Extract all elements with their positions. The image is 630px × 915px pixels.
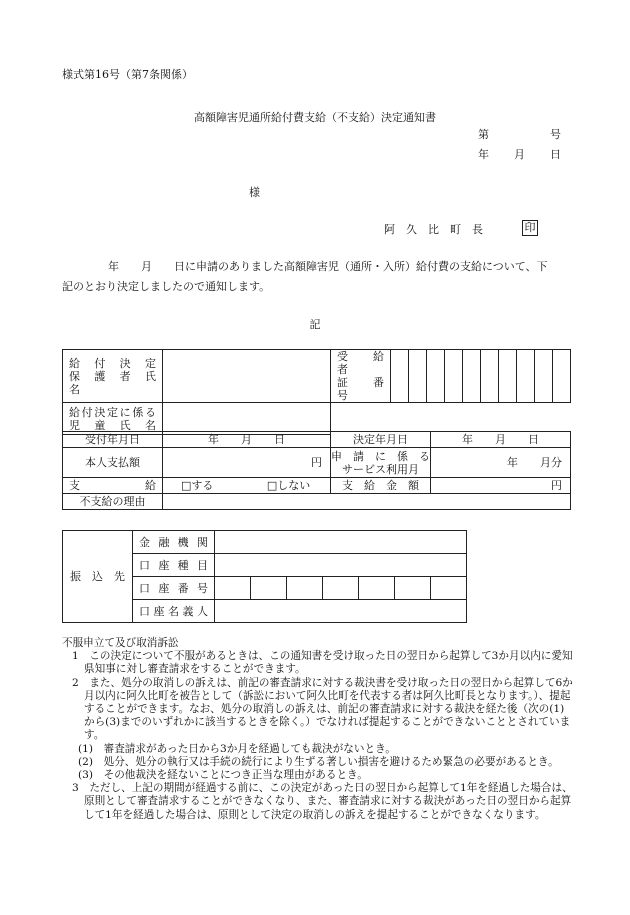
decision-date-label: 決定年月日 bbox=[331, 432, 431, 448]
reason-field[interactable] bbox=[163, 494, 571, 510]
recipient-digit-cell[interactable] bbox=[499, 350, 517, 403]
notes-item-1: 1 この決定について不服があるときは、この通知書を受け取った日の翌日から起算して3か月以内に愛知県知事に対し審査請求をすることができます。 bbox=[72, 650, 573, 676]
intro-line-1: 年 月 日に申請のありました高額障害児（通所・入所）給付費の支給について、下 bbox=[108, 260, 548, 273]
account-digit-cell[interactable] bbox=[395, 577, 431, 600]
addressee-suffix: 様 bbox=[249, 186, 260, 199]
guardian-label-line2: 保 護 者 氏 名 bbox=[69, 369, 167, 396]
child-label-line2: 児 童 氏 名 bbox=[69, 418, 156, 432]
recipient-table bbox=[62, 349, 571, 435]
form-number: 様式第16号（第7条関係） bbox=[62, 68, 193, 81]
child-label-line1: 給付決定に係る bbox=[69, 405, 156, 419]
payment-unit[interactable]: 円 bbox=[163, 448, 331, 478]
decision-date-value[interactable]: 年 月 日 bbox=[431, 432, 571, 448]
account-digit-cell[interactable] bbox=[287, 577, 323, 600]
account-number-label: 口座番号 bbox=[133, 577, 215, 600]
recipient-digit-cell[interactable] bbox=[409, 350, 427, 403]
empty-area bbox=[331, 403, 571, 435]
sender-name: 阿 久 比 町 長 bbox=[384, 223, 483, 236]
recipient-label-line2: 証 番 号 bbox=[337, 376, 395, 402]
child-name-label bbox=[63, 403, 163, 435]
account-digit-cell[interactable] bbox=[323, 577, 359, 600]
notes-item-3: 3 ただし、上記の期間が経過する前に、この決定があった日の翌日から起算して1年を経過した場合は、原則として審査請求することができなくなり、また、審査請求に対する裁決があった日の翌日から起算して1年を経過した場合は、原則として決定の取消しの訴えを提起することができなくなります。 bbox=[72, 782, 573, 821]
recipient-digit-cell[interactable] bbox=[517, 350, 535, 403]
notes-sub-3: (3) その他裁決を経ないことにつき正当な理由があるとき。 bbox=[78, 769, 368, 782]
guardian-name-field[interactable] bbox=[163, 350, 331, 403]
account-holder-label: 口座名義人 bbox=[133, 600, 215, 623]
transfer-label: 振 込 先 bbox=[63, 531, 133, 623]
service-month-value[interactable]: 年 月分 bbox=[431, 448, 571, 478]
recipient-digit-cell[interactable] bbox=[553, 350, 571, 403]
account-digit-cell[interactable] bbox=[431, 577, 467, 600]
notes-item-2: 2 また、処分の取消しの訴えは、前記の審査請求に対する裁決書を受け取った日の翌日から起算して6か月以内に阿久比町を被告として（訴訟において阿久比町を代表する者は阿久比町長となります。）、提起することができます。なお、処分の取消しの訴えは、前記の審査請求に対する裁決を経た後（次の(1)から(3)までのいずれかに該当するときを除く。）でなければ提起することができないこととされています。 bbox=[72, 676, 573, 742]
recipient-digit-cell[interactable] bbox=[481, 350, 499, 403]
document-title: 高額障害児通所給付費支給（不支給）決定通知書 bbox=[194, 111, 436, 124]
account-digit-cell[interactable] bbox=[251, 577, 287, 600]
account-holder-field[interactable] bbox=[215, 600, 467, 623]
amount-label: 支 給 金 額 bbox=[331, 478, 431, 494]
ki-heading: 記 bbox=[309, 318, 321, 331]
grant-options bbox=[163, 478, 331, 494]
account-digit-cell[interactable] bbox=[359, 577, 395, 600]
service-month-label-line2: サービス利用月 bbox=[342, 462, 419, 476]
notes-heading: 不服申立て及び取消訴訟 bbox=[62, 637, 179, 649]
account-type-field[interactable] bbox=[215, 554, 467, 577]
grant-label: 支 給 bbox=[63, 478, 163, 494]
receipt-date-label: 受付年月日 bbox=[63, 432, 163, 448]
seal-mark: 印 bbox=[522, 220, 538, 236]
guardian-name-label bbox=[63, 350, 167, 403]
recipient-number-label bbox=[331, 350, 395, 403]
bank-field[interactable] bbox=[215, 531, 467, 554]
amount-unit[interactable]: 円 bbox=[431, 478, 571, 494]
service-month-label-line1: 申 請 に 係 る bbox=[331, 449, 430, 463]
intro-line-2: 記のとおり決定しましたので通知します。 bbox=[62, 280, 271, 293]
recipient-digit-cell[interactable] bbox=[463, 350, 481, 403]
bank-label: 金融機関 bbox=[133, 531, 215, 554]
issue-date: 年 月 日 bbox=[478, 148, 562, 161]
appeal-notes bbox=[62, 637, 574, 822]
notes-sub-2: (2) 処分、処分の執行又は手続の続行により生ずる著しい損害を避けるため緊急の必要があるとき。 bbox=[78, 755, 559, 768]
account-type-label: 口座種目 bbox=[133, 554, 215, 577]
seal bbox=[522, 220, 538, 236]
transfer-table bbox=[62, 530, 467, 623]
recipient-label-line1: 受 給 者 bbox=[337, 350, 395, 376]
reason-label: 不支給の理由 bbox=[63, 494, 163, 510]
receipt-date-value[interactable]: 年 月 日 bbox=[163, 432, 331, 448]
recipient-digit-cell[interactable] bbox=[427, 350, 445, 403]
grant-yes-checkbox[interactable]: □する bbox=[181, 479, 214, 492]
decision-table bbox=[62, 431, 571, 510]
account-digit-cell[interactable] bbox=[215, 577, 251, 600]
notes-sub-1: (1) 審査請求があった日から3か月を経過しても裁決がないとき。 bbox=[78, 742, 396, 755]
recipient-digit-cell[interactable] bbox=[445, 350, 463, 403]
child-name-field[interactable] bbox=[163, 403, 331, 435]
document-number: 第 号 bbox=[478, 128, 562, 141]
grant-no-checkbox[interactable]: □しない bbox=[266, 479, 311, 492]
service-month-label bbox=[331, 448, 431, 478]
guardian-label-line1: 給 付 決 定 bbox=[69, 356, 156, 370]
payment-label: 本人支払額 bbox=[63, 448, 163, 478]
recipient-digit-cell[interactable] bbox=[535, 350, 553, 403]
